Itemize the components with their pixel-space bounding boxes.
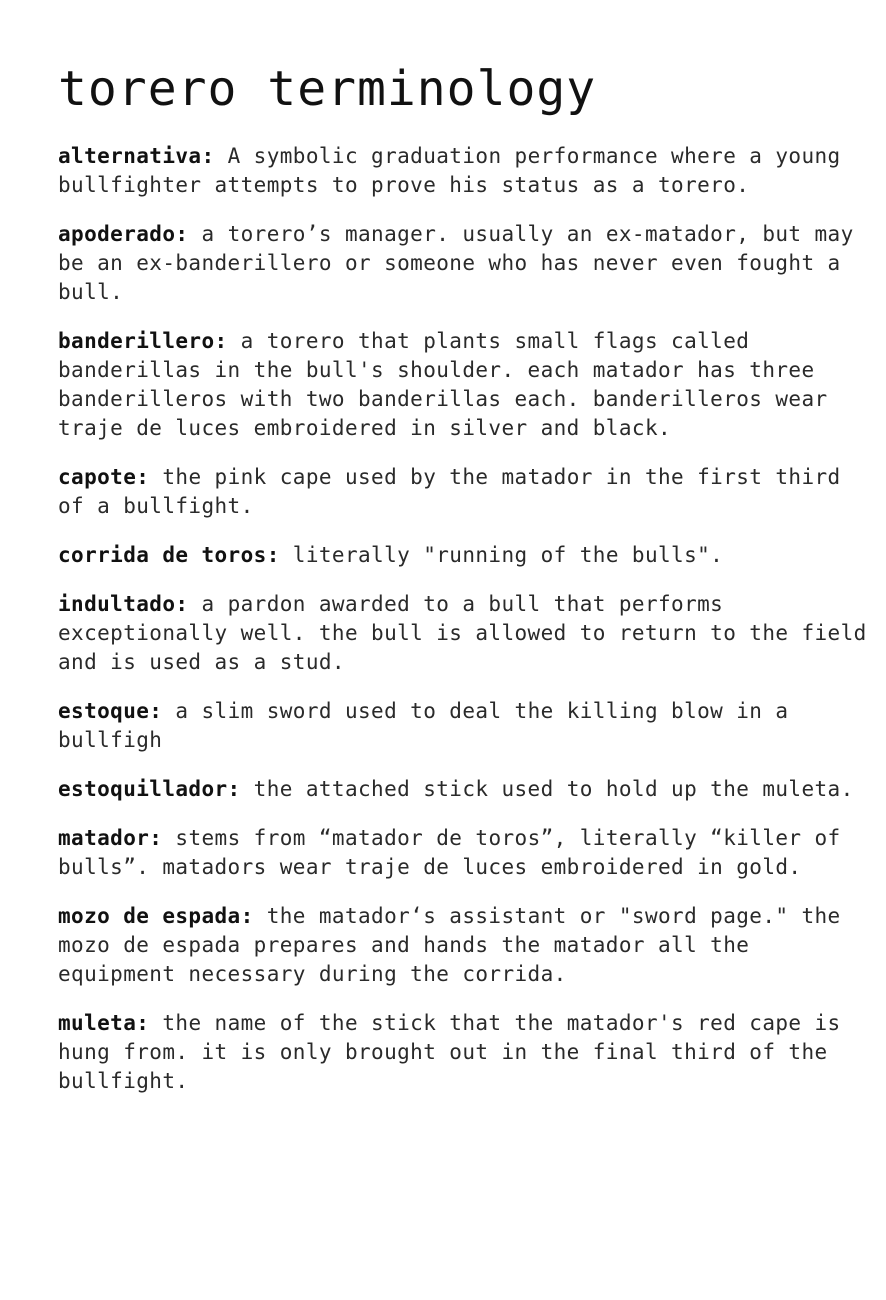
glossary-definition: literally "running of the bulls". [292,543,724,567]
glossary-entry-banderillero [58,327,878,443]
glossary-entry-estoquillador [58,775,878,804]
glossary-term: alternativa: [58,144,215,168]
glossary-term: estoque: [58,699,163,723]
glossary-entry-apoderado [58,220,878,307]
glossary-term: capote: [58,465,150,489]
glossary-entry-muleta [58,1009,878,1096]
glossary-term: matador: [58,826,163,850]
glossary-definition: the attached stick used to hold up the muleta. [253,777,854,801]
page-title: torero terminology [58,61,597,117]
glossary-term: indultado: [58,592,189,616]
glossary-entry-corrida-de-toros [58,541,878,570]
glossary-term: corrida de toros: [58,543,280,567]
glossary-entry-estoque [58,697,878,755]
glossary-definition: the matador‘s assistant or "sword page." the mozo de espada prepares and hands the matador all the equipment necessary during the corrida. [58,904,841,986]
glossary-entry-capote [58,463,878,521]
document-page [58,60,878,1116]
glossary-definition: a torero’s manager. usually an ex-matador, but may be an ex-banderillero or someone who has never even fought a bull. [58,222,854,304]
glossary-definition: A symbolic graduation performance where a young bullfighter attempts to prove his status as a torero. [58,144,841,197]
glossary-definition: a pardon awarded to a bull that performs exceptionally well. the bull is allowed to return to the field and is used as a stud. [58,592,867,674]
glossary-term: mozo de espada: [58,904,254,928]
glossary-definition: a slim sword used to deal the killing blow in a bullfigh [58,699,789,752]
glossary-definition: stems from “matador de toros”, literally “killer of bulls”. matadors wear traje de luces embroidered in gold. [58,826,841,879]
glossary-definition: the name of the stick that the matador's red cape is hung from. it is only brought out in the final third of the bullfight. [58,1011,841,1093]
glossary-term: apoderado: [58,222,189,246]
glossary-entry-mozo-de-espada [58,902,878,989]
glossary-term: muleta: [58,1011,150,1035]
glossary-entry-indultado [58,590,878,677]
glossary-entry-alternativa [58,142,878,200]
glossary-definition: the pink cape used by the matador in the first third of a bullfight. [58,465,841,518]
glossary-list [58,142,878,1096]
glossary-definition: a torero that plants small flags called banderillas in the bull's shoulder. each matador has three banderilleros with two banderillas each. banderilleros wear traje de luces embroidered in silver and black. [58,329,828,440]
glossary-term: banderillero: [58,329,228,353]
glossary-term: estoquillador: [58,777,241,801]
glossary-entry-matador [58,824,878,882]
